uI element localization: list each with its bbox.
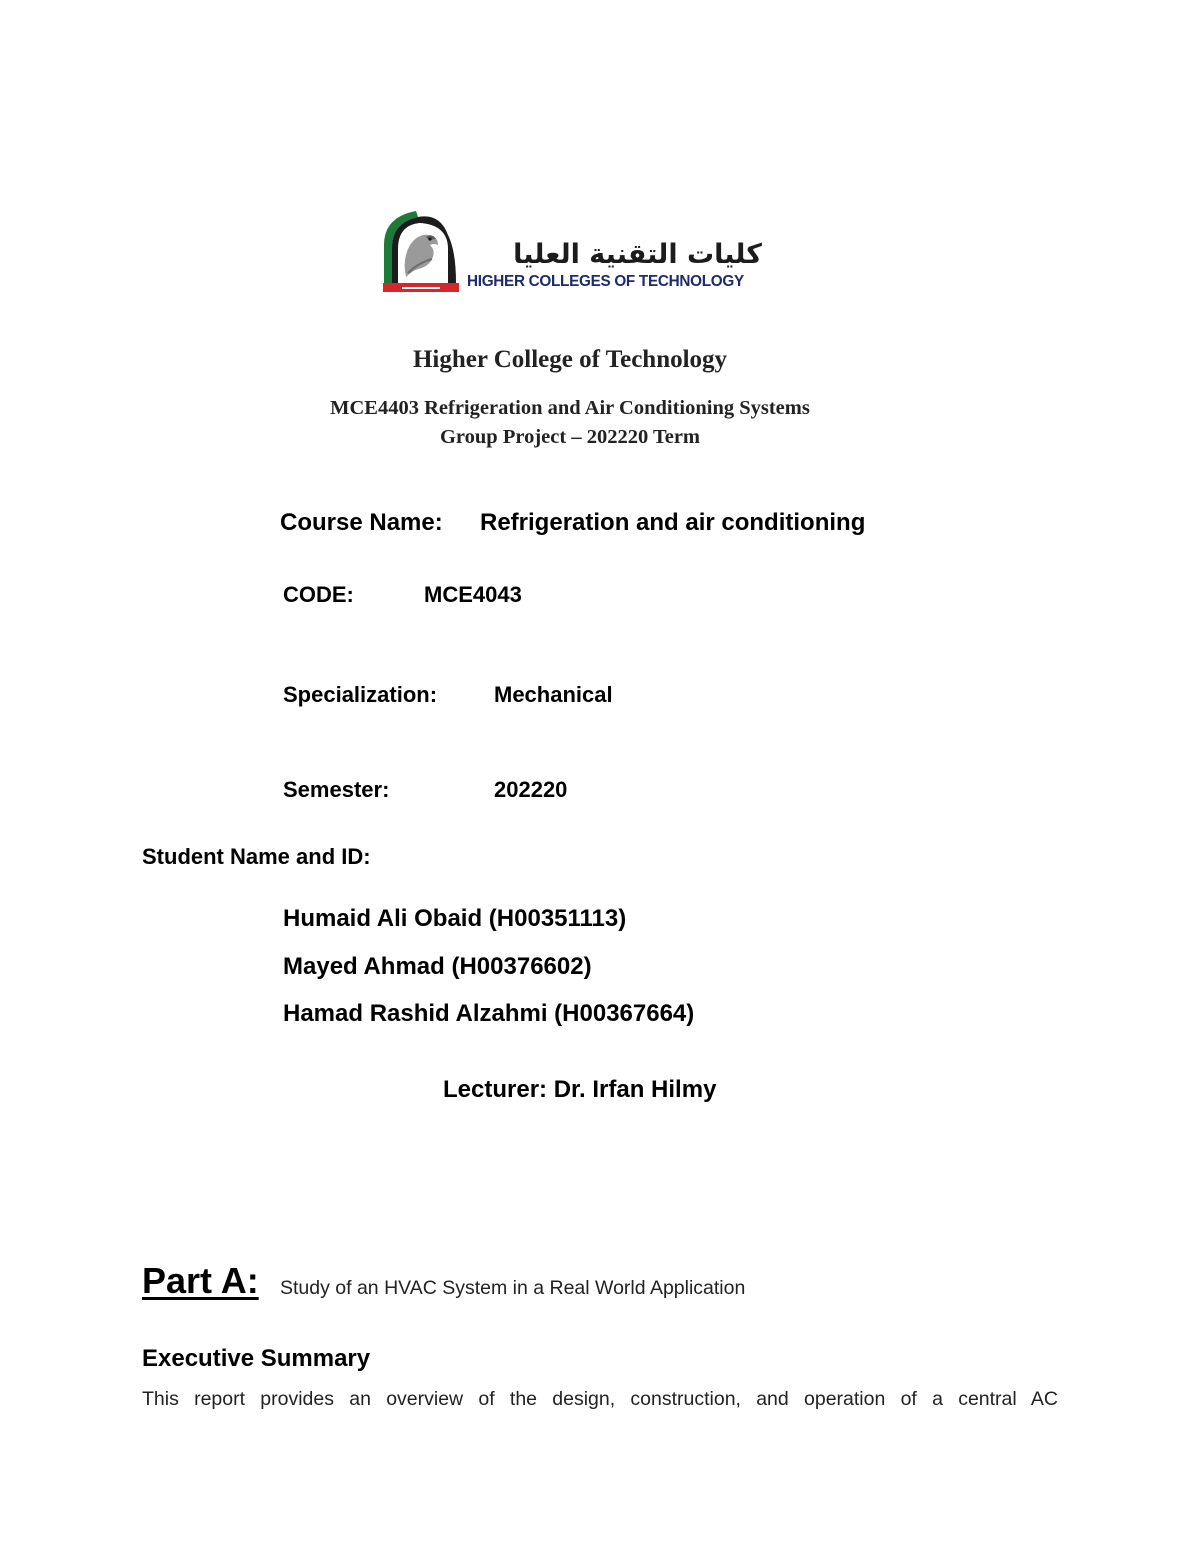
- logo-arabic-text: كليات التقنية العليا: [513, 239, 762, 270]
- course-name-value: Refrigeration and air conditioning: [480, 509, 866, 536]
- code-value: MCE4043: [424, 582, 522, 607]
- course-line: MCE4403 Refrigeration and Air Conditioning Systems: [330, 397, 810, 419]
- college-title: Higher College of Technology: [412, 346, 728, 373]
- project-line: Group Project – 202220 Term: [439, 426, 701, 448]
- part-a-title: Study of an HVAC System in a Real World Application: [280, 1277, 746, 1299]
- semester-label: Semester:: [283, 777, 390, 802]
- specialization-value: Mechanical: [494, 682, 613, 707]
- semester-value: 202220: [494, 777, 568, 802]
- logo-emblem-icon: [383, 211, 459, 292]
- course-name-row: [280, 508, 865, 538]
- specialization-label: Specialization:: [283, 682, 438, 707]
- code-label: CODE:: [283, 582, 354, 607]
- course-name-label: Course Name:: [280, 509, 443, 536]
- specialization-row: [283, 681, 613, 709]
- student-entry: Mayed Ahmad (H00376602): [283, 953, 592, 980]
- code-row: [283, 581, 522, 609]
- semester-row: [283, 776, 567, 804]
- student-heading: Student Name and ID:: [142, 844, 371, 869]
- student-entry: Hamad Rashid Alzahmi (H00367664): [283, 1000, 695, 1027]
- student-entry: Humaid Ali Obaid (H00351113): [283, 905, 627, 932]
- lecturer: Lecturer: Dr. Irfan Hilmy: [443, 1076, 717, 1103]
- executive-summary-heading: Executive Summary: [142, 1345, 371, 1372]
- logo-english-text: HIGHER COLLEGES OF TECHNOLOGY: [467, 273, 744, 290]
- part-a-label: Part A:: [142, 1260, 259, 1301]
- executive-summary-text: This report provides an overview of the design, construction, and operation of a central AC: [142, 1388, 1058, 1410]
